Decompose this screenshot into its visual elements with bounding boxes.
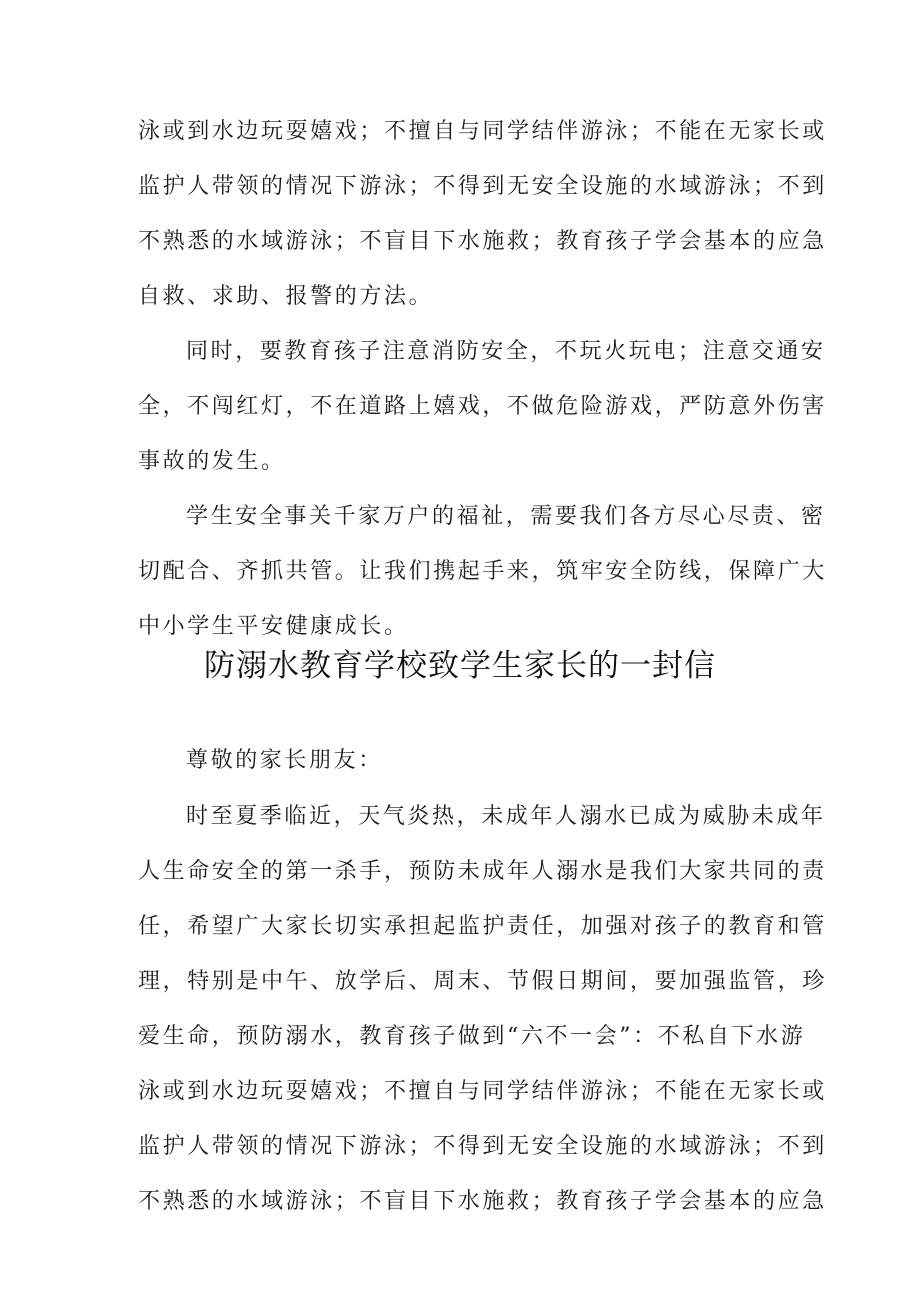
paragraph-line: 爱生命，预防溺水，教育孩子做到“六不一会”：不私自下水游 [138,1024,806,1049]
paragraph-line: 不熟悉的水域游泳；不盲目下水施救；教育孩子学会基本的应急 [138,229,827,254]
paragraph-line: 中小学生平安健康成长。 [138,614,409,639]
paragraph-line: 不熟悉的水域游泳；不盲目下水施救；教育孩子学会基本的应急 [138,1189,827,1214]
paragraph-line: 泳或到水边玩耍嬉戏；不擅自与同学结伴游泳；不能在无家长或 [138,119,827,144]
paragraph-line: 同时，要教育孩子注意消防安全，不玩火玩电；注意交通安 [186,339,826,364]
paragraph-line: 人生命安全的第一杀手，预防未成年人溺水是我们大家共同的责 [138,859,827,884]
paragraph-line: 任，希望广大家长切实承担起监护责任，加强对孩子的教育和管 [138,914,827,939]
paragraph-line: 自救、求助、报警的方法。 [138,284,434,309]
paragraph-line: 事故的发生。 [138,449,286,474]
paragraph-line: 泳或到水边玩耍嬉戏；不擅自与同学结伴游泳；不能在无家长或 [138,1079,827,1104]
paragraph-line: 理，特别是中午、放学后、周末、节假日期间，要加强监管，珍 [138,969,827,994]
salutation: 尊敬的家长朋友： [186,748,383,773]
paragraph-line: 学生安全事关千家万户的福祉，需要我们各方尽心尽责、密 [186,504,826,529]
paragraph-line: 监护人带领的情况下游泳；不得到无安全设施的水域游泳；不到 [138,1134,827,1159]
paragraph-line: 时至夏季临近，天气炎热，未成年人溺水已成为威胁未成年 [186,804,826,829]
paragraph-line: 全，不闯红灯，不在道路上嬉戏，不做危险游戏，严防意外伤害 [138,394,827,419]
paragraph-line: 切配合、齐抓共管。让我们携起手来，筑牢安全防线，保障广大 [138,559,827,584]
paragraph-line: 监护人带领的情况下游泳；不得到无安全设施的水域游泳；不到 [138,174,827,199]
letter-title: 防溺水教育学校致学生家长的一封信 [204,648,716,684]
